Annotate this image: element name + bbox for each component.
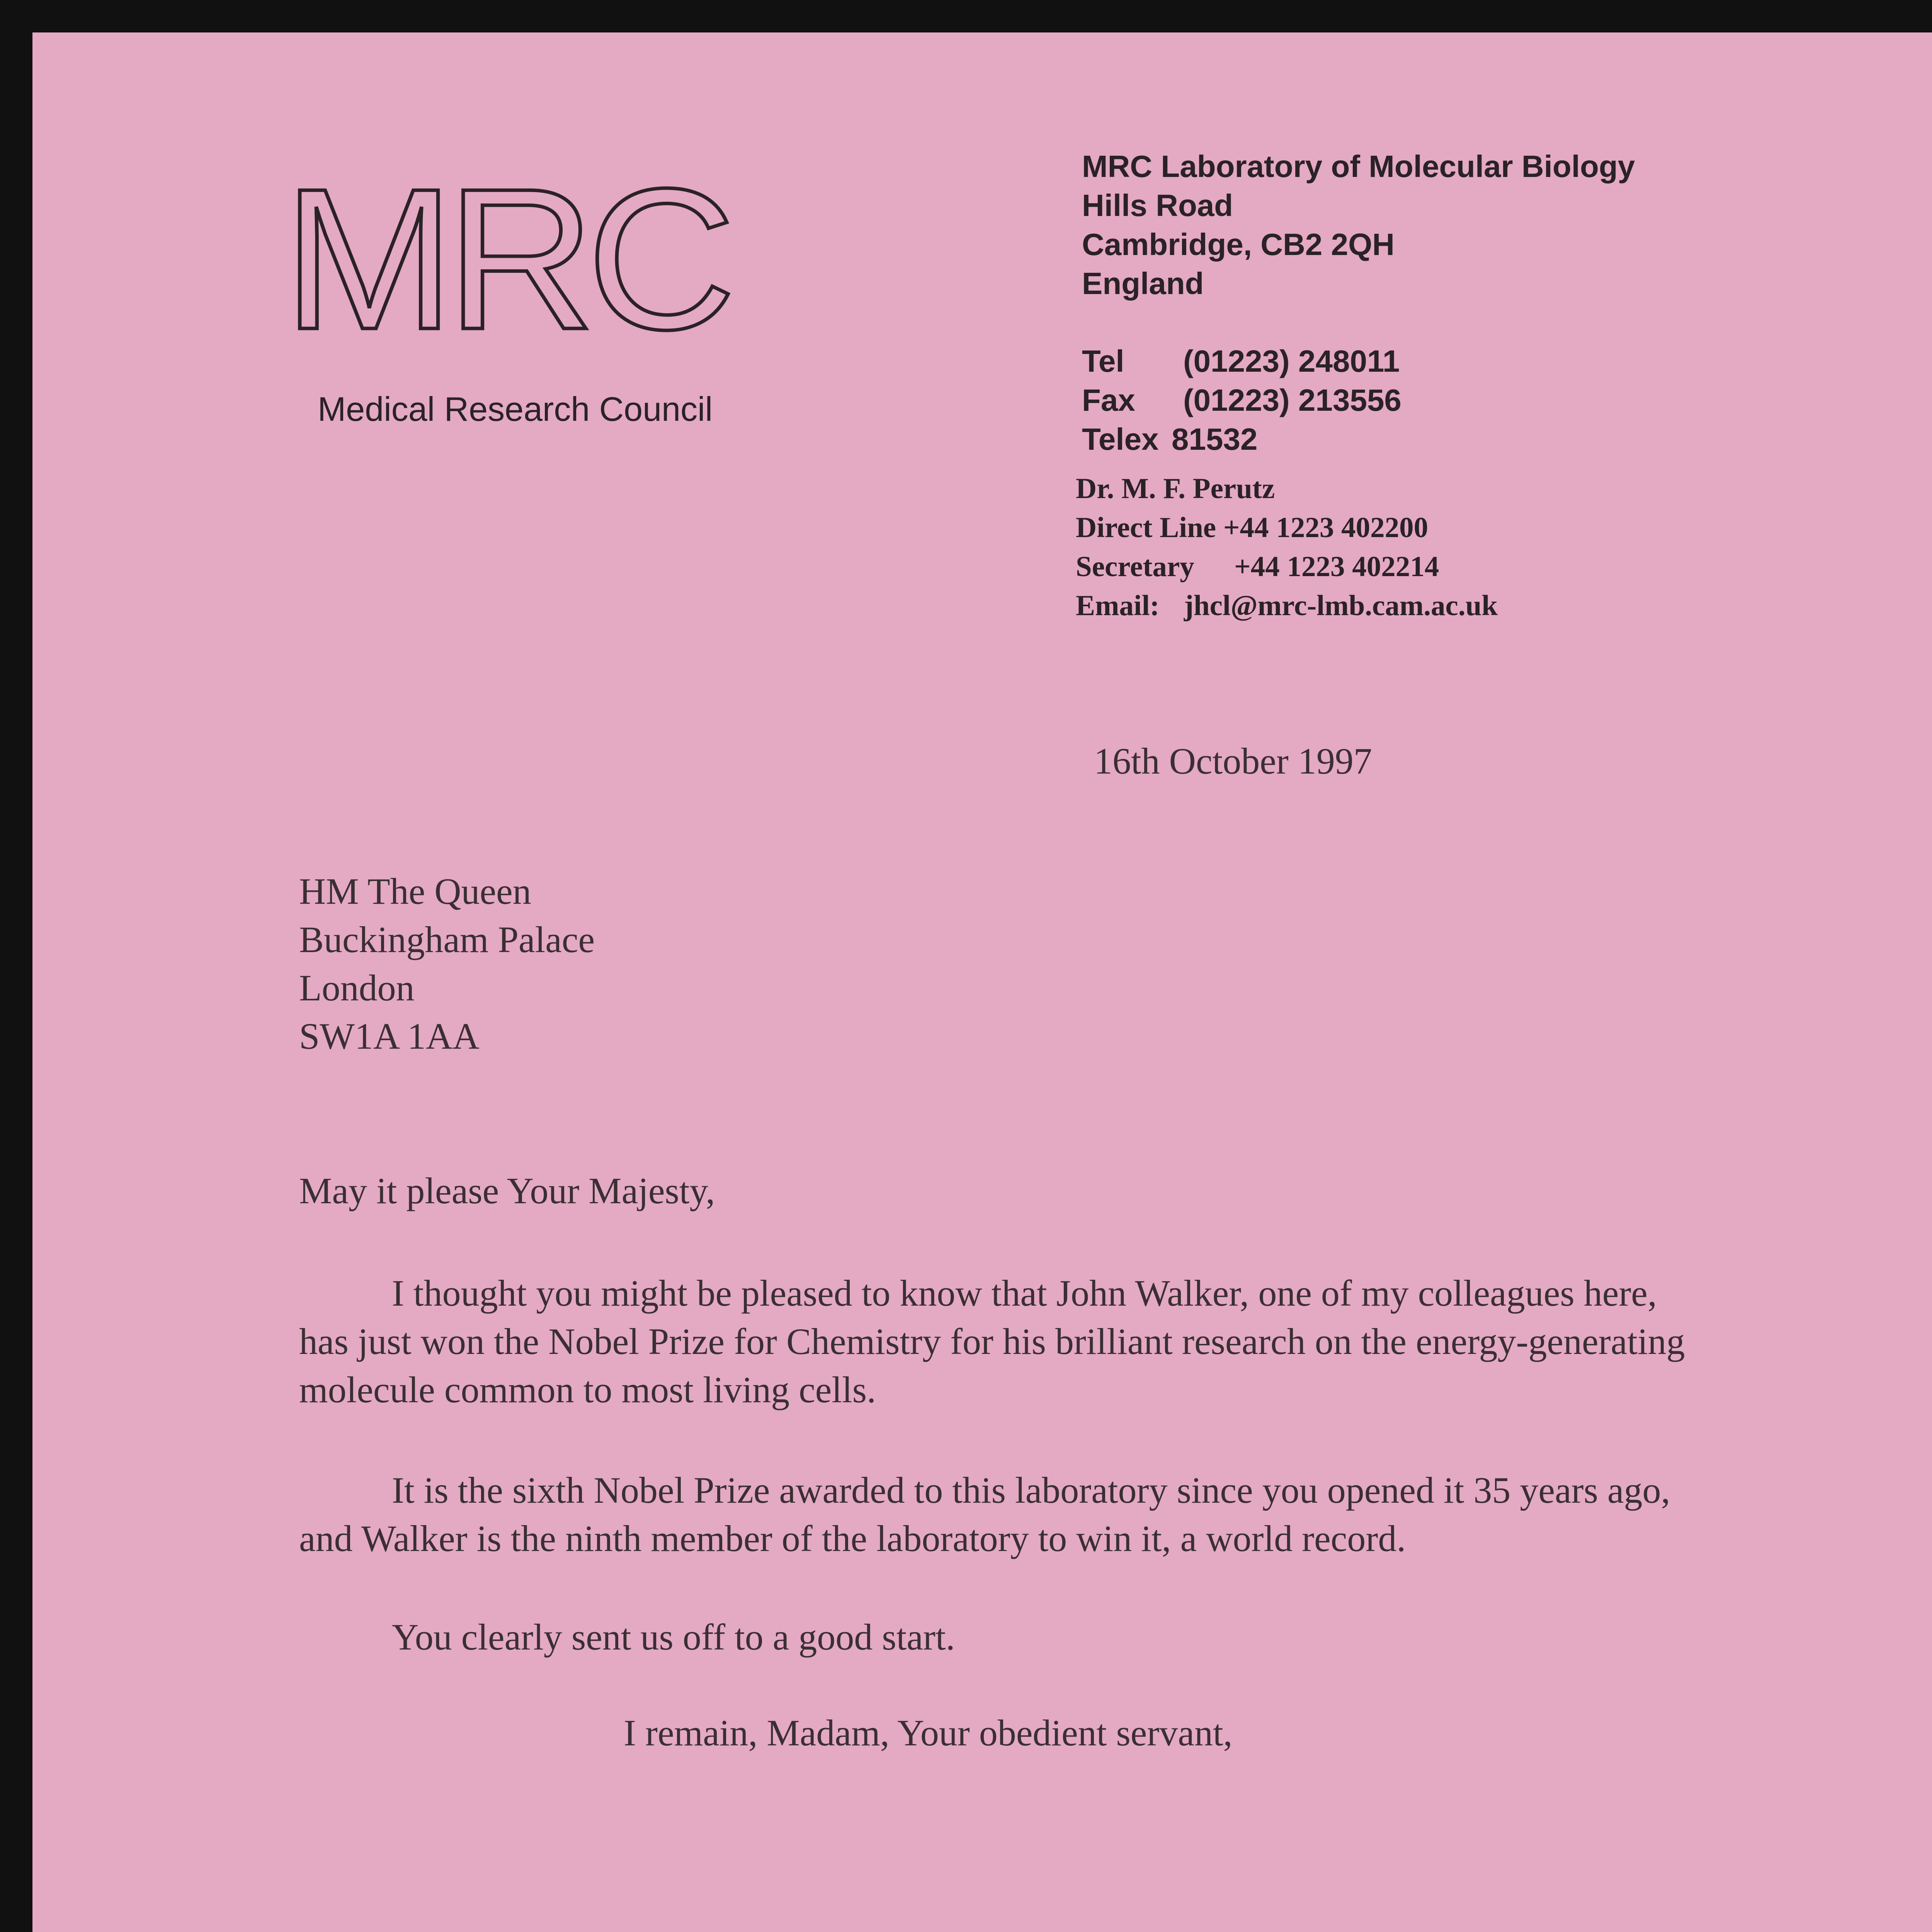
recipient-address [299, 867, 595, 1060]
contact-telex [1082, 420, 1401, 459]
direct-line-label: Direct Line [1076, 512, 1216, 544]
address-line: England [1082, 266, 1204, 301]
sender-secretary [1076, 547, 1498, 586]
paragraph-line: molecule common to most living cells. [299, 1369, 876, 1410]
contact-label: Tel [1082, 344, 1124, 378]
paragraph-line: I thought you might be pleased to know that John Walker, one of my colleagues here, [392, 1272, 1657, 1314]
email-label: Email: [1076, 590, 1160, 622]
recipient-line: London [299, 967, 415, 1009]
letter-date: 16th October 1997 [1094, 740, 1372, 782]
address-line: Hills Road [1082, 188, 1233, 223]
paragraph-line: You clearly sent us off to a good start. [392, 1616, 955, 1658]
sender-name: Dr. M. F. Perutz [1076, 473, 1275, 505]
contact-tel [1082, 342, 1401, 381]
contact-value: (01223) 248011 [1183, 344, 1400, 378]
recipient-line: HM The Queen [299, 871, 531, 912]
contact-label: Telex [1082, 422, 1159, 456]
closing: I remain, Madam, Your obedient servant, [624, 1712, 1233, 1753]
paragraph-line: has just won the Nobel Prize for Chemistry for his brilliant research on the energy-generating [299, 1321, 1685, 1362]
paragraph-2 [299, 1466, 1845, 1563]
logo-caption: Medical Research Council [318, 390, 713, 428]
paragraph-1 [299, 1269, 1845, 1414]
salutation: May it please Your Majesty, [299, 1170, 715, 1211]
lab-address [1082, 147, 1635, 303]
sender-email [1076, 586, 1498, 625]
direct-line-value: +44 1223 402200 [1223, 512, 1429, 544]
address-line: MRC Laboratory of Molecular Biology [1082, 149, 1635, 184]
paragraph-3 [299, 1613, 1845, 1661]
email-value: jhcl@mrc-lmb.cam.ac.uk [1184, 590, 1498, 622]
letter-page [32, 32, 1932, 1932]
paragraph-line: and Walker is the ninth member of the laboratory to win it, a world record. [299, 1518, 1406, 1559]
sender-direct-line [1076, 508, 1498, 547]
logo-text: MRC [283, 158, 729, 340]
paragraph-line: It is the sixth Nobel Prize awarded to this laboratory since you opened it 35 years ago, [392, 1469, 1670, 1511]
contact-value: 81532 [1172, 422, 1258, 456]
recipient-line: SW1A 1AA [299, 1015, 480, 1057]
secretary-label: Secretary [1076, 551, 1194, 583]
contact-fax [1082, 381, 1401, 420]
contact-label: Fax [1082, 383, 1135, 417]
mrc-logo-mark [283, 158, 739, 340]
address-line: Cambridge, CB2 2QH [1082, 227, 1395, 262]
lab-contacts [1082, 342, 1401, 459]
contact-value: (01223) 213556 [1183, 383, 1401, 417]
secretary-value: +44 1223 402214 [1234, 551, 1439, 583]
recipient-line: Buckingham Palace [299, 919, 595, 960]
mrc-logo [283, 158, 739, 375]
sender-details [1076, 469, 1498, 625]
